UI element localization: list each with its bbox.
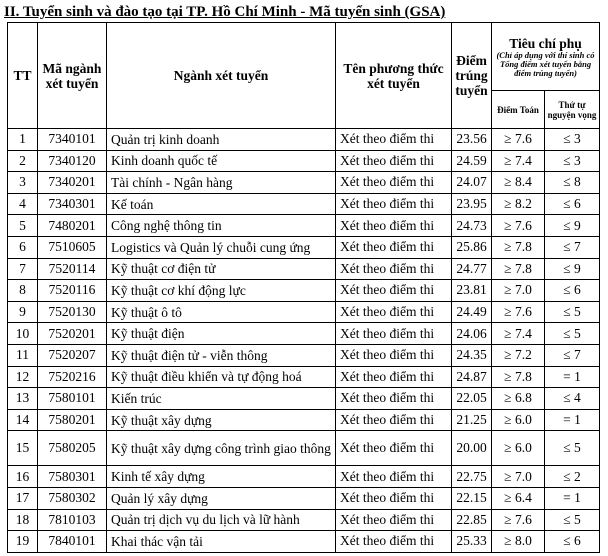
cell-major: Quản trị dịch vụ du lịch và lữ hành (107, 509, 336, 531)
cell-score: 24.35 (452, 344, 492, 366)
cell-score: 22.05 (452, 388, 492, 410)
table-row (8, 150, 600, 172)
cell-tt: 6 (8, 236, 38, 258)
cell-code: 7340101 (38, 129, 107, 151)
header-criteria-note: (Chỉ áp dụng với thí sinh có Tổng điểm xét tuyển bằng điểm trúng tuyển) (496, 49, 595, 78)
cell-code: 7840101 (38, 531, 107, 553)
cell-score: 25.33 (452, 531, 492, 553)
cell-priority: ≤ 9 (545, 215, 600, 237)
cell-tt: 9 (8, 301, 38, 323)
cell-code: 7520114 (38, 258, 107, 280)
cell-priority: ≤ 6 (545, 531, 600, 553)
cell-method: Xét theo điểm thi (336, 531, 452, 553)
cell-tt: 12 (8, 366, 38, 388)
cell-code: 7480201 (38, 215, 107, 237)
header-criteria-title: Tiêu chí phụ (509, 35, 582, 51)
cell-score: 23.81 (452, 280, 492, 302)
cell-code: 7340301 (38, 193, 107, 215)
cell-method: Xét theo điểm thi (336, 466, 452, 488)
cell-tt: 2 (8, 150, 38, 172)
cell-priority: ≤ 6 (545, 280, 600, 302)
table-row (8, 431, 600, 466)
cell-major: Kiến trúc (107, 388, 336, 410)
cell-math: ≥ 6.4 (492, 487, 545, 509)
cell-code: 7520207 (38, 344, 107, 366)
cell-math: ≥ 7.6 (492, 509, 545, 531)
cell-math: ≥ 7.2 (492, 344, 545, 366)
cell-tt: 15 (8, 431, 38, 466)
cell-score: 24.87 (452, 366, 492, 388)
cell-score: 23.95 (452, 193, 492, 215)
cell-method: Xét theo điểm thi (336, 409, 452, 431)
cell-score: 22.15 (452, 487, 492, 509)
cell-math: ≥ 8.2 (492, 193, 545, 215)
cell-score: 24.49 (452, 301, 492, 323)
cell-code: 7580101 (38, 388, 107, 410)
cell-tt: 11 (8, 344, 38, 366)
cell-priority: ≤ 3 (545, 129, 600, 151)
cell-method: Xét theo điểm thi (336, 258, 452, 280)
cell-major: Kỹ thuật điều khiển và tự động hoá (107, 366, 336, 388)
cell-method: Xét theo điểm thi (336, 280, 452, 302)
cell-code: 7340120 (38, 150, 107, 172)
cell-method: Xét theo điểm thi (336, 388, 452, 410)
cell-score: 24.59 (452, 150, 492, 172)
cell-major: Kỹ thuật điện (107, 323, 336, 345)
table-row (8, 366, 600, 388)
cell-major: Kỹ thuật ô tô (107, 301, 336, 323)
cell-major: Kỹ thuật xây dựng (107, 409, 336, 431)
cell-major: Quản lý xây dựng (107, 487, 336, 509)
cell-method: Xét theo điểm thi (336, 487, 452, 509)
cell-priority: ≤ 2 (545, 466, 600, 488)
cell-tt: 3 (8, 172, 38, 194)
cell-math: ≥ 7.4 (492, 150, 545, 172)
cell-major: Kỹ thuật điện tử - viễn thông (107, 344, 336, 366)
cell-priority: ≤ 7 (545, 344, 600, 366)
cell-code: 7580201 (38, 409, 107, 431)
cell-method: Xét theo điểm thi (336, 215, 452, 237)
cell-code: 7580301 (38, 466, 107, 488)
admission-table (7, 22, 600, 553)
cell-math: ≥ 8.4 (492, 172, 545, 194)
cell-code: 7340201 (38, 172, 107, 194)
cell-code: 7810103 (38, 509, 107, 531)
cell-priority: = 1 (545, 409, 600, 431)
table-row (8, 487, 600, 509)
header-priority: Thứ tự nguyện vọng (545, 91, 600, 129)
table-row (8, 236, 600, 258)
cell-math: ≥ 7.8 (492, 366, 545, 388)
cell-priority: ≤ 3 (545, 150, 600, 172)
table-row (8, 193, 600, 215)
cell-priority: = 1 (545, 366, 600, 388)
cell-major: Kỹ thuật cơ điện tử (107, 258, 336, 280)
cell-priority: ≤ 9 (545, 258, 600, 280)
cell-code: 7520130 (38, 301, 107, 323)
cell-code: 7580302 (38, 487, 107, 509)
cell-score: 24.06 (452, 323, 492, 345)
cell-priority: ≤ 6 (545, 193, 600, 215)
cell-major: Kinh doanh quốc tế (107, 150, 336, 172)
cell-score: 20.00 (452, 431, 492, 466)
cell-tt: 1 (8, 129, 38, 151)
cell-priority: ≤ 8 (545, 172, 600, 194)
cell-priority: ≤ 7 (545, 236, 600, 258)
cell-tt: 5 (8, 215, 38, 237)
table-row (8, 129, 600, 151)
cell-code: 7510605 (38, 236, 107, 258)
cell-method: Xét theo điểm thi (336, 344, 452, 366)
cell-method: Xét theo điểm thi (336, 193, 452, 215)
cell-method: Xét theo điểm thi (336, 366, 452, 388)
table-row (8, 466, 600, 488)
cell-major: Công nghệ thông tin (107, 215, 336, 237)
cell-tt: 4 (8, 193, 38, 215)
cell-score: 22.85 (452, 509, 492, 531)
cell-priority: = 1 (545, 487, 600, 509)
cell-math: ≥ 7.6 (492, 215, 545, 237)
cell-score: 22.75 (452, 466, 492, 488)
table-row (8, 280, 600, 302)
cell-tt: 8 (8, 280, 38, 302)
header-method: Tên phương thức xét tuyển (336, 23, 452, 129)
cell-score: 21.25 (452, 409, 492, 431)
cell-major: Tài chính - Ngân hàng (107, 172, 336, 194)
cell-code: 7520116 (38, 280, 107, 302)
table-row (8, 509, 600, 531)
table-row (8, 388, 600, 410)
cell-math: ≥ 7.8 (492, 236, 545, 258)
cell-major: Kỹ thuật cơ khí động lực (107, 280, 336, 302)
table-row (8, 409, 600, 431)
cell-method: Xét theo điểm thi (336, 150, 452, 172)
cell-priority: ≤ 4 (545, 388, 600, 410)
cell-tt: 14 (8, 409, 38, 431)
table-row (8, 258, 600, 280)
cell-math: ≥ 8.0 (492, 531, 545, 553)
cell-tt: 16 (8, 466, 38, 488)
table-row (8, 531, 600, 553)
section-heading: II. Tuyển sinh và đào tạo tại TP. Hồ Chí Minh - Mã tuyển sinh (GSA) (4, 4, 446, 20)
cell-math: ≥ 7.8 (492, 258, 545, 280)
cell-math: ≥ 7.4 (492, 323, 545, 345)
cell-method: Xét theo điểm thi (336, 323, 452, 345)
cell-math: ≥ 7.6 (492, 301, 545, 323)
cell-tt: 17 (8, 487, 38, 509)
header-math: Điểm Toán (492, 91, 545, 129)
cell-priority: ≤ 5 (545, 323, 600, 345)
cell-math: ≥ 7.6 (492, 129, 545, 151)
cell-score: 23.56 (452, 129, 492, 151)
cell-major: Kế toán (107, 193, 336, 215)
cell-major: Logistics và Quản lý chuỗi cung ứng (107, 236, 336, 258)
header-code: Mã ngành xét tuyển (38, 23, 107, 129)
cell-method: Xét theo điểm thi (336, 172, 452, 194)
cell-math: ≥ 6.0 (492, 409, 545, 431)
cell-score: 24.77 (452, 258, 492, 280)
cell-priority: ≤ 5 (545, 509, 600, 531)
cell-method: Xét theo điểm thi (336, 129, 452, 151)
header-tt: TT (8, 23, 38, 129)
table-row (8, 215, 600, 237)
cell-tt: 18 (8, 509, 38, 531)
cell-score: 25.86 (452, 236, 492, 258)
header-criteria (492, 23, 600, 91)
cell-code: 7520216 (38, 366, 107, 388)
cell-math: ≥ 7.0 (492, 280, 545, 302)
table-row (8, 172, 600, 194)
cell-major: Kinh tế xây dựng (107, 466, 336, 488)
table-row (8, 301, 600, 323)
cell-major: Khai thác vận tải (107, 531, 336, 553)
cell-tt: 7 (8, 258, 38, 280)
cell-math: ≥ 6.8 (492, 388, 545, 410)
cell-method: Xét theo điểm thi (336, 431, 452, 466)
cell-score: 24.07 (452, 172, 492, 194)
cell-method: Xét theo điểm thi (336, 236, 452, 258)
cell-tt: 13 (8, 388, 38, 410)
cell-math: ≥ 7.0 (492, 466, 545, 488)
cell-method: Xét theo điểm thi (336, 509, 452, 531)
cell-score: 24.73 (452, 215, 492, 237)
table-row (8, 323, 600, 345)
table-row (8, 344, 600, 366)
cell-major: Kỹ thuật xây dựng công trình giao thông (107, 431, 336, 466)
header-score: Điểm trúng tuyển (452, 23, 492, 129)
cell-priority: ≤ 5 (545, 431, 600, 466)
cell-tt: 19 (8, 531, 38, 553)
header-major: Ngành xét tuyển (107, 23, 336, 129)
cell-method: Xét theo điểm thi (336, 301, 452, 323)
cell-major: Quản trị kinh doanh (107, 129, 336, 151)
cell-tt: 10 (8, 323, 38, 345)
cell-priority: ≤ 5 (545, 301, 600, 323)
cell-code: 7520201 (38, 323, 107, 345)
cell-math: ≥ 6.0 (492, 431, 545, 466)
cell-code: 7580205 (38, 431, 107, 466)
